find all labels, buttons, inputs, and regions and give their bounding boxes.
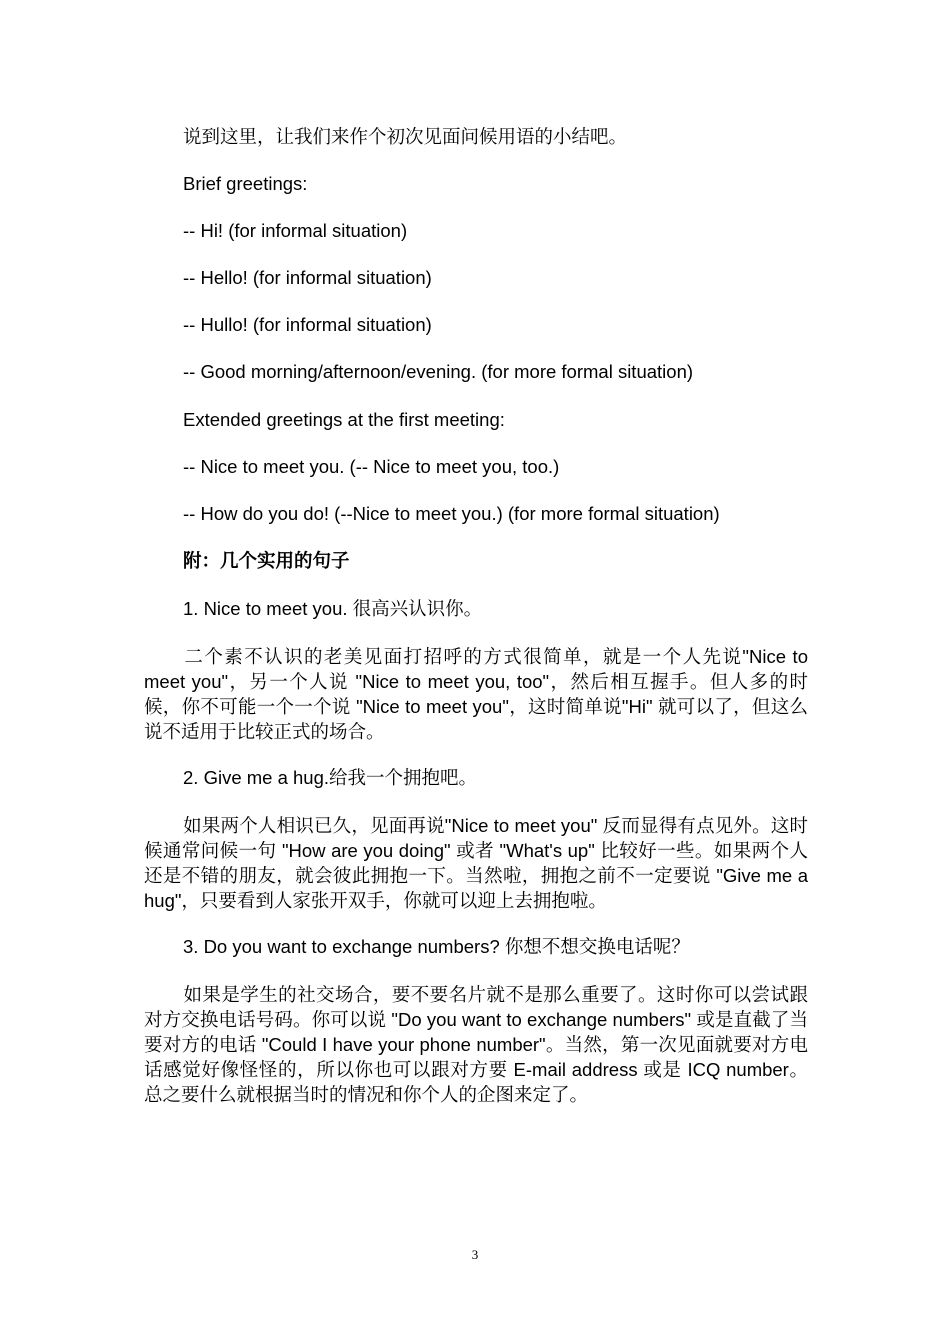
section-body xyxy=(144,813,808,913)
extended-greeting-item: -- Nice to meet you. (-- Nice to meet you, too.) xyxy=(183,456,560,477)
section-title: 1. Nice to meet you. 很高兴认识你。 xyxy=(183,598,483,619)
appendix-heading: 附：几个实用的句子 xyxy=(183,550,350,571)
section-body xyxy=(144,982,808,1107)
brief-greeting-item: -- Hullo! (for informal situation) xyxy=(183,314,432,335)
page-number: 3 xyxy=(471,1247,479,1262)
brief-greeting-item: -- Hello! (for informal situation) xyxy=(183,267,432,288)
section-body-text: 如果是学生的社交场合，要不要名片就不是那么重要了。这时你可以尝试跟对方交换电话号码。你可以说 "Do you want to exchange numbers" 或是直截了当要对方的电话 "Could I have your phone number"。当然，第一次见面就要对方电话感觉好像怪怪的，所以你也可以跟对方要 E-mail address 或是 ICQ number。总之要什么就根据当时的情况和你个人的企图来定了。 xyxy=(144,984,808,1105)
section-title: 2. Give me a hug.给我一个拥抱吧。 xyxy=(183,767,478,788)
brief-greeting-item: -- Good morning/afternoon/evening. (for more formal situation) xyxy=(183,361,694,382)
extended-greetings-heading: Extended greetings at the first meeting: xyxy=(183,409,505,430)
section-body-text: 二个素不认识的老美见面打招呼的方式很简单，就是一个人先说"Nice to meet you"，另一个人说 "Nice to meet you, too"，然后相互握手。但人多的时候，你不可能一个一个说 "Nice to meet you"，这时简单说"Hi" 就可以了，但这么说不适用于比较正式的场合。 xyxy=(144,646,808,742)
section-body-text: 如果两个人相识已久，见面再说"Nice to meet you" 反而显得有点见外。这时候通常问候一句 "How are you doing" 或者 "What's up" 比较好一些。如果两个人还是不错的朋友，就会彼此拥抱一下。当然啦，拥抱之前不一定要说 "Give me a hug"，只要看到人家张开双手，你就可以迎上去拥抱啦。 xyxy=(144,815,808,911)
intro-text: 说到这里，让我们来作个初次见面问候用语的小结吧。 xyxy=(183,126,628,147)
section-body xyxy=(144,644,808,744)
section-title: 3. Do you want to exchange numbers? 你想不想交换电话呢？ xyxy=(183,936,690,957)
brief-greeting-item: -- Hi! (for informal situation) xyxy=(183,220,408,241)
brief-greetings-heading: Brief greetings: xyxy=(183,173,308,194)
extended-greeting-item: -- How do you do! (--Nice to meet you.) (for more formal situation) xyxy=(183,503,720,524)
